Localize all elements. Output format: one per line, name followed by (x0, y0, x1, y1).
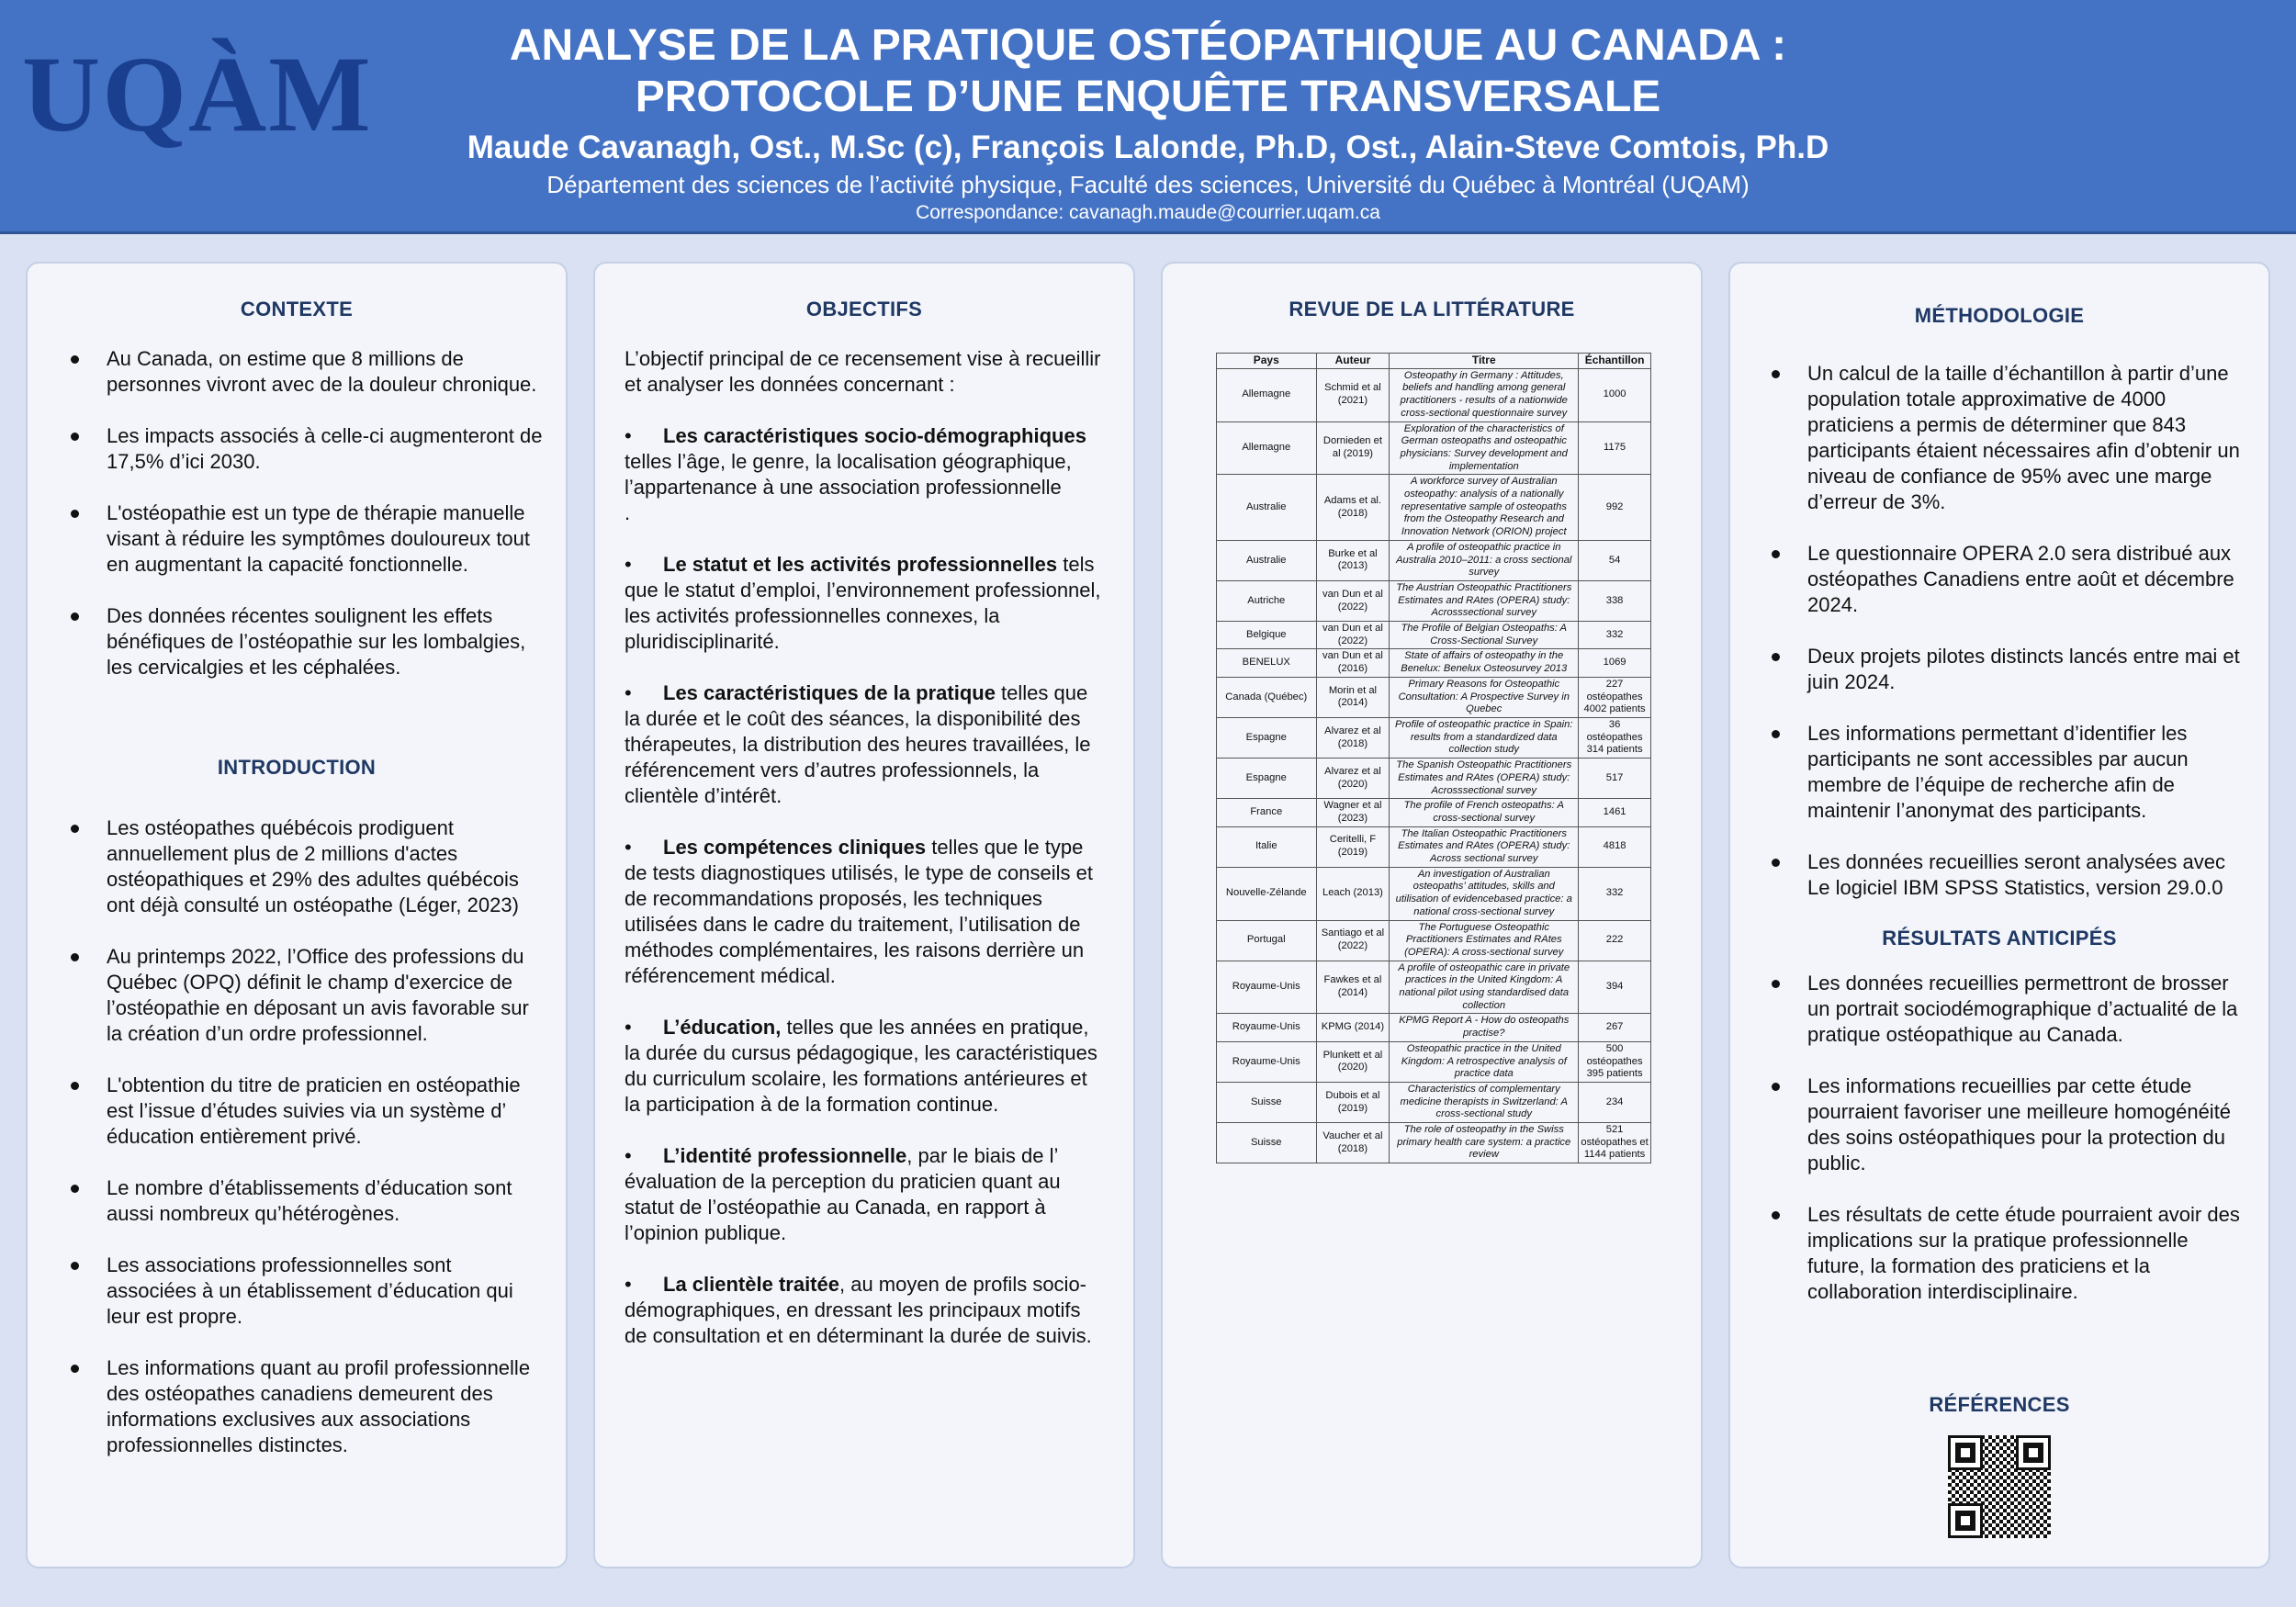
cell-pays: Belgique (1217, 622, 1317, 649)
objectif-bold: Les compétences cliniques (663, 836, 927, 859)
objectifs-intro: L’objectif principal de ce recensement vise à recueillir et analyser les données concernant : (625, 347, 1101, 396)
bullet-glyph: • (625, 1273, 632, 1296)
bullet-glyph: • (625, 424, 632, 447)
cell-auteur: Dornieden et al (2019) (1316, 421, 1390, 475)
cell-pays: Canada (Québec) (1217, 677, 1317, 717)
cell-pays: Autriche (1217, 580, 1317, 621)
cell-auteur: Fawkes et al (2014) (1316, 961, 1390, 1014)
table-row (1217, 1014, 1651, 1041)
poster-title-line-2: PROTOCOLE D’UNE ENQUÊTE TRANSVERSALE (635, 73, 1661, 121)
objectif-text: telles que le type de tests diagnostiques utilisés, le type de conseils et de recommandations proposés, les techniques utilisées dans le cadre du traitement, l’utilisation de méthodes complémentaires, les raisons derrière un référencement médical. (625, 836, 1093, 987)
cell-auteur: van Dun et al (2022) (1316, 580, 1390, 621)
cell-auteur: Adams et al. (2018) (1316, 475, 1390, 541)
cell-titre: An investigation of Australian osteopaths’ attitudes, skills and utilisation of evidencebased practice: a national cross-sectional survey (1390, 867, 1579, 920)
cell-auteur: Morin et al (2014) (1316, 677, 1390, 717)
bullet-glyph: • (625, 1016, 632, 1039)
table-row (1217, 867, 1651, 920)
table-row (1217, 622, 1651, 649)
list-item: Les ostéopathes québécois prodiguent annuellement plus de 2 millions d'actes ostéopathiques et 29% des adultes québécois ont déjà consulté un ostéopathe (Léger, 2023) (61, 815, 544, 918)
table-header-row (1217, 354, 1651, 369)
table-row (1217, 1123, 1651, 1163)
list-item: L'ostéopathie est un type de thérapie manuelle visant à réduire les symptômes douloureux tout en augmentant la capacité fonctionnelle. (61, 500, 544, 578)
cell-echantillon: 1461 (1579, 799, 1651, 826)
cell-titre: A workforce survey of Australian osteopathy: analysis of a nationally representative sample of osteopaths from the Osteopathy Research and Innovation Network (ORION) project (1390, 475, 1579, 541)
cell-pays: Espagne (1217, 717, 1317, 758)
table-row (1217, 368, 1651, 421)
cell-pays: BENELUX (1217, 649, 1317, 677)
cell-pays: Nouvelle-Zélande (1217, 867, 1317, 920)
cell-auteur: Vaucher et al (2018) (1316, 1123, 1390, 1163)
cell-echantillon: 4818 (1579, 826, 1651, 867)
cell-echantillon: 36 ostéopathes 314 patients (1579, 717, 1651, 758)
cell-auteur: Alvarez et al (2020) (1316, 759, 1390, 799)
list-item: Les informations recueillies par cette étude pourraient favoriser une meilleure homogénéité des soins ostéopathiques pour la protection du public. (1761, 1073, 2246, 1176)
cell-titre: Characteristics of complementary medicine therapists in Switzerland: A cross-sectional study (1390, 1082, 1579, 1122)
objectif-bold: La clientèle traitée (663, 1273, 839, 1296)
resultats-list (1761, 971, 2246, 1305)
column-revue-litterature (1161, 262, 1703, 1568)
table-row (1217, 920, 1651, 961)
objectifs-heading: OBJECTIFS (805, 298, 923, 320)
cell-pays: Suisse (1217, 1082, 1317, 1122)
column-contexte-introduction (26, 262, 568, 1568)
cell-titre: A profile of osteopathic care in private practices in the United Kingdom: A national pilot using standardised data collection (1390, 961, 1579, 1014)
cell-auteur: Schmid et al (2021) (1316, 368, 1390, 421)
revue-heading: REVUE DE LA LITTÉRATURE (1289, 298, 1575, 320)
methodologie-heading: MÉTHODOLOGIE (1914, 304, 2085, 327)
uqam-logo: UQÀM (22, 34, 373, 154)
cell-echantillon: 517 (1579, 759, 1651, 799)
column-header: Pays (1217, 354, 1317, 369)
objectif-item (625, 1143, 1108, 1246)
cell-titre: The Austrian Osteopathic Practitioners Estimates and RAtes (OPERA) study: Acrosssectional survey (1390, 580, 1579, 621)
cell-auteur: Ceritelli, F (2019) (1316, 826, 1390, 867)
literature-table (1216, 353, 1651, 1163)
list-item: Le questionnaire OPERA 2.0 sera distribué aux ostéopathes Canadiens entre août et décembre 2024. (1761, 541, 2246, 618)
objectif-text: , par le biais de l’ évaluation de la perception du praticien quant au statut de l’ostéopathie au Canada, en rapport à l’opinion publique. (625, 1144, 1061, 1244)
objectif-bold: Les caractéristiques socio-démographiques (663, 424, 1086, 447)
table-row (1217, 759, 1651, 799)
cell-titre: Osteopathic practice in the United Kingdom: A retrospective analysis of practice data (1390, 1041, 1579, 1082)
list-item: Au Canada, on estime que 8 millions de personnes vivront avec de la douleur chronique. (61, 346, 544, 398)
table-row (1217, 677, 1651, 717)
cell-titre: State of affairs of osteopathy in the Benelux: Benelux Osteosurvey 2013 (1390, 649, 1579, 677)
objectif-item (625, 552, 1108, 655)
cell-echantillon: 222 (1579, 920, 1651, 961)
table-row (1217, 1082, 1651, 1122)
poster-header (0, 0, 2296, 234)
cell-pays: Royaume-Unis (1217, 1014, 1317, 1041)
contexte-heading: CONTEXTE (240, 298, 354, 320)
introduction-list (61, 815, 544, 1458)
cell-titre: The role of osteopathy in the Swiss primary health care system: a practice review (1390, 1123, 1579, 1163)
cell-echantillon: 227 ostéopathes 4002 patients (1579, 677, 1651, 717)
table-row (1217, 540, 1651, 580)
list-item: Les données recueillies seront analysées avec Le logiciel IBM SPSS Statistics, version 29.0.0 (1761, 849, 2246, 901)
cell-echantillon: 54 (1579, 540, 1651, 580)
cell-echantillon: 332 (1579, 622, 1651, 649)
cell-titre: A profile of osteopathic practice in Australia 2010–2011: a cross sectional survey (1390, 540, 1579, 580)
table-row (1217, 717, 1651, 758)
cell-titre: Profile of osteopathic practice in Spain: results from a standardized data collection study (1390, 717, 1579, 758)
list-item: Les impacts associés à celle-ci augmenteront de 17,5% d’ici 2030. (61, 423, 544, 475)
list-item: Des données récentes soulignent les effets bénéfiques de l’ostéopathie sur les lombalgies, les cervicalgies et les céphalées. (61, 603, 544, 680)
objectif-text: tels que le statut d’emploi, l’environnement professionnel, les activités professionnelles connexes, la pluridisciplinarité. (625, 553, 1101, 653)
cell-echantillon: 992 (1579, 475, 1651, 541)
list-item: Au printemps 2022, l’Office des professions du Québec (OPQ) définit le champ d'exercice de l’ostéopathie en déposant un avis favorable sur la création d’un ordre professionnel. (61, 944, 544, 1047)
poster-title-line-1: ANALYSE DE LA PRATIQUE OSTÉOPATHIQUE AU CANADA : (509, 21, 1787, 70)
qr-code-icon[interactable] (1948, 1435, 2051, 1538)
cell-pays: Royaume-Unis (1217, 961, 1317, 1014)
cell-pays: Italie (1217, 826, 1317, 867)
cell-pays: Allemagne (1217, 421, 1317, 475)
table-row (1217, 475, 1651, 541)
objectif-bold: L’identité professionnelle (663, 1144, 907, 1167)
bullet-glyph: • (625, 836, 632, 859)
cell-echantillon: 332 (1579, 867, 1651, 920)
cell-echantillon: 1069 (1579, 649, 1651, 677)
objectif-text: , au moyen de profils socio-démographiques, en dressant les principaux motifs de consultation et en déterminant la durée de suivis. (625, 1273, 1092, 1347)
list-item: Les associations professionnelles sont associées à un établissement d’éducation qui leur est propre. (61, 1253, 544, 1330)
cell-titre: The profile of French osteopaths: A cross-sectional survey (1390, 799, 1579, 826)
cell-auteur: van Dun et al (2016) (1316, 649, 1390, 677)
cell-auteur: Wagner et al (2023) (1316, 799, 1390, 826)
bullet-glyph: • (625, 553, 632, 576)
list-item: Les informations quant au profil professionnelle des ostéopathes canadiens demeurent des informations exclusives aux associations professionnelles distinctes. (61, 1355, 544, 1458)
cell-titre: KPMG Report A - How do osteopaths practise? (1390, 1014, 1579, 1041)
list-item: Le nombre d’établissements d’éducation sont aussi nombreux qu’hétérogènes. (61, 1175, 544, 1227)
cell-titre: The Profile of Belgian Osteopaths: A Cross-Sectional Survey (1390, 622, 1579, 649)
cell-echantillon: 267 (1579, 1014, 1651, 1041)
bullet-glyph: • (625, 1144, 632, 1167)
column-header: Échantillon (1579, 354, 1651, 369)
objectifs-body (625, 346, 1108, 1349)
authors: Maude Cavanagh, Ost., M.Sc (c), François Lalonde, Ph.D, Ost., Alain-Steve Comtois, Ph.D (467, 129, 1829, 165)
cell-pays: Suisse (1217, 1123, 1317, 1163)
table-row (1217, 961, 1651, 1014)
table-row (1217, 421, 1651, 475)
cell-titre: Exploration of the characteristics of German osteopaths and osteopathic physicians: Survey development and implementation (1390, 421, 1579, 475)
objectif-bold: L’éducation, (663, 1016, 782, 1039)
column-header: Auteur (1316, 354, 1390, 369)
cell-auteur: KPMG (2014) (1316, 1014, 1390, 1041)
list-item: Deux projets pilotes distincts lancés entre mai et juin 2024. (1761, 644, 2246, 695)
objectif-item (625, 680, 1108, 809)
contexte-list (61, 346, 544, 680)
cell-echantillon: 338 (1579, 580, 1651, 621)
list-item: Les données recueillies permettront de brosser un portrait sociodémographique d’actualité de la pratique ostéopathique au Canada. (1761, 971, 2246, 1048)
objectif-text: telles que les années en pratique, la durée du cursus pédagogique, les caractéristiques du curriculum scolaire, les formations antérieures et la participation à de la formation continue. (625, 1016, 1097, 1116)
cell-auteur: Alvarez et al (2018) (1316, 717, 1390, 758)
objectif-item (625, 423, 1108, 526)
table-row (1217, 799, 1651, 826)
objectif-after: . (625, 501, 631, 524)
cell-pays: Portugal (1217, 920, 1317, 961)
column-header: Titre (1390, 354, 1579, 369)
cell-auteur: Plunkett et al (2020) (1316, 1041, 1390, 1082)
header-text (367, 20, 1929, 226)
cell-echantillon: 394 (1579, 961, 1651, 1014)
list-item: Les informations permettant d’identifier les participants ne sont accessibles par aucun membre de l’équipe de recherche afin de maintenir l’anonymat des participants. (1761, 721, 2246, 824)
cell-titre: Primary Reasons for Osteopathic Consultation: A Prospective Survey in Quebec (1390, 677, 1579, 717)
department: Département des sciences de l’activité physique, Faculté des sciences, Université du Québec à Montréal (UQAM) (546, 171, 1750, 198)
cell-pays: Australie (1217, 540, 1317, 580)
table-row (1217, 649, 1651, 677)
list-item: Un calcul de la taille d’échantillon à partir d’une population totale approximative de 4000 praticiens a permis de déterminer que 843 participants étaient nécessaires afin d’obtenir un niveau de confiance de 95% avec une marge d’erreur de 3%. (1761, 361, 2246, 515)
methodologie-list (1761, 361, 2246, 901)
list-item: L'obtention du titre de praticien en ostéopathie est l’issue d’études suivies via un système d’ éducation entièrement privé. (61, 1073, 544, 1150)
correspondence: Correspondance: cavanagh.maude@courrier.uqam.ca (916, 202, 1380, 223)
literature-table-body (1217, 368, 1651, 1163)
cell-echantillon: 1000 (1579, 368, 1651, 421)
cell-titre: The Portuguese Osteopathic Practitioners Estimates and RAtes (OPERA): A cross-sectional survey (1390, 920, 1579, 961)
table-row (1217, 580, 1651, 621)
cell-auteur: Leach (2013) (1316, 867, 1390, 920)
cell-echantillon: 1175 (1579, 421, 1651, 475)
table-row (1217, 1041, 1651, 1082)
objectif-text: telles que la durée et le coût des séances, la disponibilité des thérapeutes, la distribution des heures travaillées, le référencement vers d’autres professionnels, la clientèle d’intérêt. (625, 681, 1091, 807)
cell-pays: Royaume-Unis (1217, 1041, 1317, 1082)
objectif-bold: Les caractéristiques de la pratique (663, 681, 996, 704)
objectif-item (625, 835, 1108, 989)
cell-auteur: van Dun et al (2022) (1316, 622, 1390, 649)
resultats-heading: RÉSULTATS ANTICIPÉS (1882, 927, 2117, 950)
cell-echantillon: 234 (1579, 1082, 1651, 1122)
cell-titre: The Italian Osteopathic Practitioners Estimates and RAtes (OPERA) study: Across sectional survey (1390, 826, 1579, 867)
cell-auteur: Dubois et al (2019) (1316, 1082, 1390, 1122)
cell-echantillon: 521 ostéopathes et 1144 patients (1579, 1123, 1651, 1163)
introduction-heading: INTRODUCTION (217, 756, 377, 779)
cell-titre: The Spanish Osteopathic Practitioners Estimates and RAtes (OPERA) study: Acrosssectional survey (1390, 759, 1579, 799)
objectif-text: telles l’âge, le genre, la localisation géographique, l’appartenance à une association professionnelle (625, 450, 1072, 499)
objectif-item (625, 1272, 1108, 1349)
column-methodologie-resultats (1728, 262, 2270, 1568)
cell-pays: Australie (1217, 475, 1317, 541)
cell-titre: Osteopathy in Germany : Attitudes, beliefs and handling among general practitioners - results of a nationwide cross-sectional questionnaire survey (1390, 368, 1579, 421)
list-item: Les résultats de cette étude pourraient avoir des implications sur la pratique professionnelle future, la formation des praticiens et la collaboration interdisciplinaire. (1761, 1202, 2246, 1305)
cell-auteur: Santiago et al (2022) (1316, 920, 1390, 961)
column-objectifs (593, 262, 1135, 1568)
references-heading: RÉFÉRENCES (1929, 1393, 2070, 1416)
table-row (1217, 826, 1651, 867)
cell-pays: France (1217, 799, 1317, 826)
cell-pays: Allemagne (1217, 368, 1317, 421)
cell-echantillon: 500 ostéopathes 395 patients (1579, 1041, 1651, 1082)
objectif-bold: Le statut et les activités professionnelles (663, 553, 1058, 576)
cell-auteur: Burke et al (2013) (1316, 540, 1390, 580)
cell-pays: Espagne (1217, 759, 1317, 799)
bullet-glyph: • (625, 681, 632, 704)
objectif-item (625, 1015, 1108, 1118)
